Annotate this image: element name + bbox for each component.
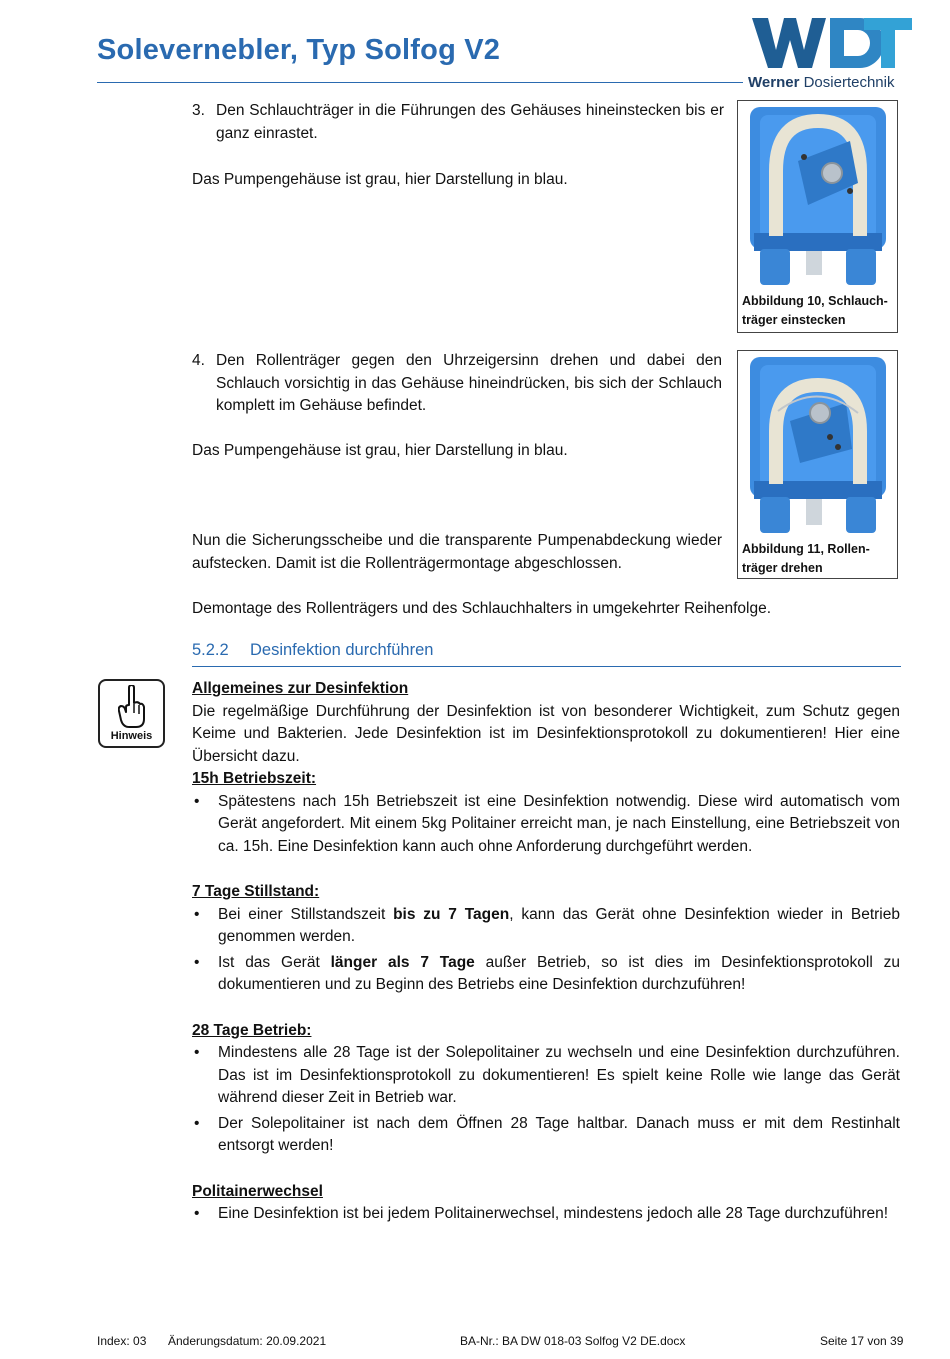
footer-page: Seite 17 von 39 xyxy=(820,1334,904,1348)
list-item-text: Spätestens nach 15h Betriebszeit ist eine Desinfektion notwendig. Diese wird automatisch vom Gerät angefordert. Mit einem 5kg Politainer erreicht man, je nach Einstellung, eine Betriebszeit von ca. 15h. Eine Desinfektion kann auch ohne Anforderung durchgeführt werden. xyxy=(218,792,900,855)
list-item-text: Mindestens alle 28 Tage ist der Solepolitainer zu wechseln und eine Desinfektion durchzuführen. Das ist im Desinfektionsprotokoll zu dokumentieren! Es spielt keine Rolle wie lange das Gerät während dieser Zeit in Betrieb war. xyxy=(218,1044,900,1106)
bullet: • xyxy=(194,792,200,810)
section-rule xyxy=(192,666,901,667)
section-title: Desinfektion durchführen xyxy=(250,641,434,659)
list-item-text: Der Solepolitainer ist nach dem Öffnen 28 Tage haltbar. Danach muss er mit dem Restinhalt entsorgt werden! xyxy=(218,1114,900,1154)
d28-heading: 28 Tage Betrieb: xyxy=(192,1021,312,1039)
assembly-done-paragraph: Nun die Sicherungsscheibe und die transparente Pumpenabdeckung wieder aufstecken. Damit ist die Rollenträgermontage abgeschlossen. xyxy=(192,532,722,572)
logo-tagline: Dosiertechnik xyxy=(803,74,895,91)
bullet: • xyxy=(194,1044,200,1061)
list-item-text: Eine Desinfektion ist bei jedem Politainerwechsel, mindestens jedoch alle 28 Tage durchzuführen! xyxy=(218,1205,889,1222)
bullet: • xyxy=(194,953,200,971)
change-heading: Politainerwechsel xyxy=(192,1182,323,1200)
step-number: 3. xyxy=(192,102,205,119)
general-heading: Allgemeines zur Desinfektion xyxy=(192,680,409,697)
logo-brand: Werner xyxy=(748,74,800,91)
hint-label: Hinweis xyxy=(110,730,153,742)
bullet: • xyxy=(194,905,200,923)
disinfection-content xyxy=(192,678,900,1226)
pointing-hand-icon xyxy=(118,685,146,729)
bullet: • xyxy=(194,1205,200,1222)
list-item-text: Ist das Gerät länger als 7 Tage außer Betrieb, so ist dies im Desinfektionsprotokoll zu dokumentieren und zu Beginn des Betriebs eine Desinfektion durchzuführen! xyxy=(218,953,900,993)
figure-10 xyxy=(737,100,898,333)
h15-list xyxy=(192,791,900,859)
pump-hose-carrier-photo xyxy=(738,101,897,287)
d7-list xyxy=(192,904,900,997)
list-item xyxy=(192,791,900,859)
footer-doc: BA-Nr.: BA DW 018-03 Solfog V2 DE.docx xyxy=(460,1334,686,1348)
wdt-logo xyxy=(752,14,912,72)
h15-heading: 15h Betriebszeit: xyxy=(192,770,317,787)
list-item xyxy=(192,952,900,997)
step-text: Den Rollenträger gegen den Uhrzeigersinn drehen und dabei den Schlauch vorsichtig in das Gehäuse hineindrücken, bis sich der Schlauch komplett im Gehäuse befindet. xyxy=(216,352,722,414)
general-text: Die regelmäßige Durchführung der Desinfektion ist von besonderer Wichtigkeit, zum Schutz gegen Keime und Bakterien. Jede Desinfektion ist im Desinfektionsprotokoll zu dokumentieren! Hier eine Übersicht dazu. xyxy=(192,702,900,765)
hint-box xyxy=(98,679,165,748)
figure-11 xyxy=(737,350,898,579)
section-number: 5.2.2 xyxy=(192,641,229,659)
d28-list xyxy=(192,1042,900,1158)
list-item xyxy=(192,904,900,949)
page-title: Solevernebler, Typ Solfog V2 xyxy=(97,34,501,66)
footer-date: Änderungsdatum: 20.09.2021 xyxy=(168,1334,327,1348)
list-item-text: Bei einer Stillstandszeit bis zu 7 Tagen, kann das Gerät ohne Desinfektion wieder in Betrieb genommen werden. xyxy=(218,905,900,945)
step-3-note: Das Pumpengehäuse ist grau, hier Darstellung in blau. xyxy=(192,171,568,188)
d7-heading: 7 Tage Stillstand: xyxy=(192,883,320,900)
pump-roller-carrier-photo xyxy=(738,351,897,535)
disassembly-paragraph: Demontage des Rollenträgers und des Schlauchhalters in umgekehrter Reihenfolge. xyxy=(192,600,772,617)
step-3 xyxy=(192,100,724,145)
step-4 xyxy=(192,350,722,418)
logo-text xyxy=(748,74,894,91)
list-item xyxy=(192,1113,900,1158)
list-item xyxy=(192,1042,900,1110)
footer-index: Index: 03 xyxy=(97,1334,147,1348)
bullet: • xyxy=(194,1114,200,1132)
list-item xyxy=(192,1203,900,1226)
header-rule xyxy=(97,82,743,83)
step-text: Den Schlauchträger in die Führungen des Gehäuses hineinstecken bis er ganz einrastet. xyxy=(216,102,724,142)
section-heading xyxy=(192,641,433,660)
figure-caption: Abbildung 10, Schlauch- träger einstecken xyxy=(742,294,888,327)
step-number: 4. xyxy=(192,352,205,369)
step-4-note: Das Pumpengehäuse ist grau, hier Darstellung in blau. xyxy=(192,442,568,459)
change-list xyxy=(192,1203,900,1226)
figure-caption: Abbildung 11, Rollen- träger drehen xyxy=(742,542,870,575)
